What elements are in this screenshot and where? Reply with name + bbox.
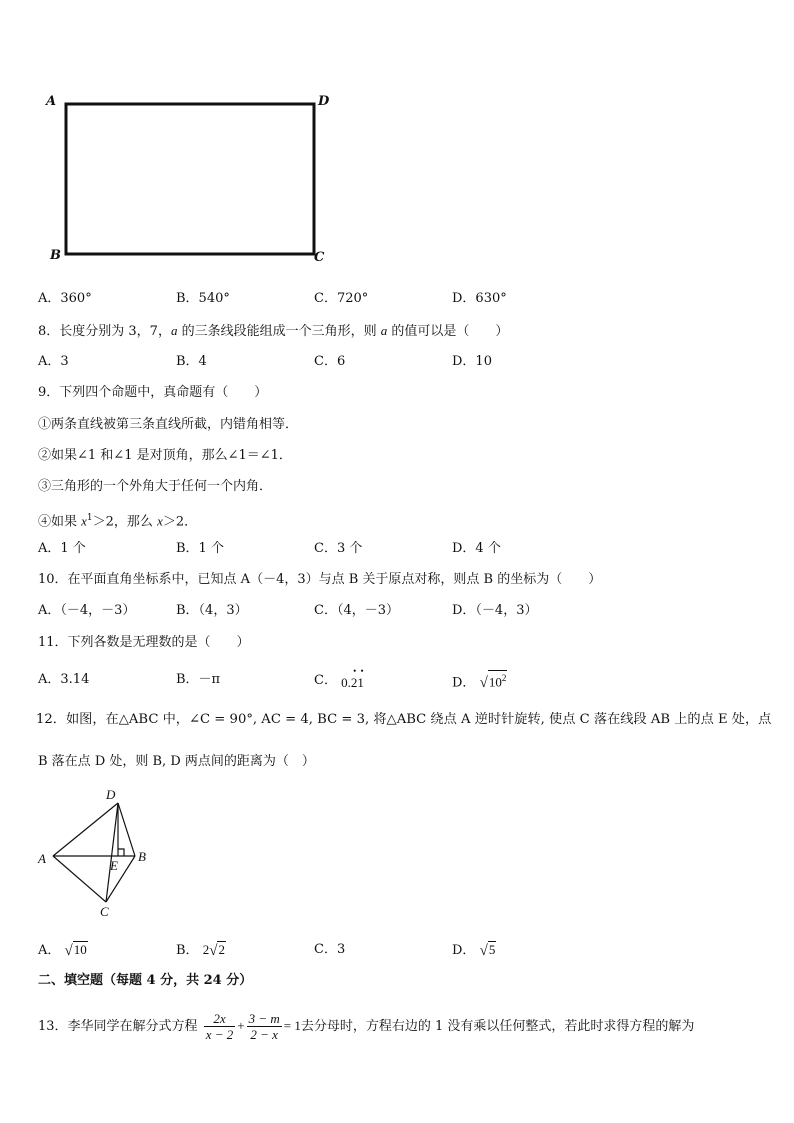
q13-post: 去分母时，方程右边的 1 没有乘以任何整式，若此时求得方程的解为 — [300, 1019, 695, 1034]
q10-option-d[interactable]: D．（－4，3） — [452, 603, 538, 618]
q12-option-b-coef: 2 — [202, 942, 210, 957]
q10-option-a[interactable]: A．（－4，－3） — [38, 603, 136, 618]
q10-stem: 10．在平面直角坐标系中，已知点 A（－4，3）与点 B 关于原点对称，则点 B 的坐标为（ ） — [38, 572, 602, 587]
q12-label-c: C — [100, 904, 109, 919]
rect-label-a: A — [46, 94, 57, 109]
q12-label-a: A — [38, 851, 46, 866]
rect-label-d: D — [318, 94, 330, 109]
q12-label-e: E — [110, 858, 118, 873]
q11-repeating-dots: • • — [353, 666, 365, 676]
q12-option-b-radicand: 2 — [218, 942, 225, 957]
q13-equals: = 1 — [283, 1018, 301, 1033]
q10-option-b[interactable]: B．（4，3） — [176, 603, 248, 618]
q8-option-b[interactable]: B．4 — [176, 354, 207, 369]
q12-option-d[interactable] — [452, 941, 496, 959]
q12-option-d-label: D． — [452, 943, 476, 958]
q11-option-b[interactable]: B．－π — [176, 672, 221, 687]
q12-stem-line2: B 落在点 D 处，则 B, D 两点间的距离为（ ） — [38, 754, 315, 769]
q8-stem-mid: 的三条线段能组成一个三角形，则 — [177, 324, 381, 339]
q13-fraction-1 — [204, 1011, 236, 1042]
q13-stem — [38, 1006, 694, 1046]
q8-stem-pre: 8．长度分别为 3，7， — [38, 324, 171, 339]
q13-f1-num: 2x — [204, 1011, 236, 1027]
q12-option-b-sqrt — [209, 941, 226, 959]
q11-option-c[interactable] — [314, 666, 365, 690]
q8-var-a2: a — [380, 323, 388, 338]
q12-option-b-label: B． — [176, 943, 199, 958]
q7-option-d[interactable]: D．630° — [452, 291, 507, 306]
rect-label-b: B — [50, 248, 61, 263]
q9-s4-pre: ④如果 — [38, 514, 82, 530]
sqrt-icon: √ — [64, 943, 73, 959]
q11-stem: 11．下列各数是无理数的是（ ） — [38, 635, 250, 650]
q11-option-c-label: C． — [314, 673, 337, 688]
q8-option-d[interactable]: D．10 — [452, 354, 492, 369]
q13-f2-den: 2 − x — [250, 1027, 278, 1042]
q9-stem: 9．下列四个命题中，真命题有（ ） — [38, 385, 268, 400]
q13-pre: 13．李华同学在解分式方程 — [38, 1019, 198, 1034]
q12-stem-line1: 12．如图，在△ABC 中，∠C = 90°, AC = 4, BC = 3, 将△ABC 绕点 A 逆时针旋转, 使点 C 落在线段 AB 上的点 E 处，点 — [36, 712, 772, 727]
q12-figure — [34, 785, 164, 920]
q13-f1-den: x − 2 — [205, 1027, 234, 1042]
q8-option-a[interactable]: A．3 — [38, 354, 69, 369]
q11-option-d-label: D． — [452, 675, 476, 691]
q12-option-a-label: A． — [38, 943, 61, 958]
q13-fraction-2 — [247, 1011, 282, 1042]
q10-option-c[interactable]: C．（4，－3） — [314, 603, 399, 618]
q9-s4-x: x — [81, 513, 87, 529]
sqrt-icon: √ — [479, 943, 488, 959]
q8-option-c[interactable]: C．6 — [314, 354, 346, 369]
q9-statement-3: ③三角形的一个外角大于任何一个内角． — [38, 479, 273, 494]
q8-stem — [38, 323, 508, 340]
q12-option-d-radicand: 5 — [488, 942, 496, 957]
q9-s4-mid: ＞2，那么 — [92, 514, 158, 530]
q9-statement-2: ②如果∠1 和∠1 是对顶角，那么∠1＝∠1． — [38, 448, 292, 463]
q7-option-b[interactable]: B．540° — [176, 291, 230, 306]
q11-sqrt-expression — [480, 670, 508, 691]
q11-option-a[interactable]: A．3.14 — [38, 672, 90, 687]
q12-option-a-radicand: 10 — [73, 942, 87, 957]
q12-option-b[interactable] — [176, 941, 226, 959]
q11-option-d[interactable] — [452, 670, 507, 691]
q12-option-c[interactable]: C．3 — [314, 942, 346, 957]
q9-s4-exp: 1 — [86, 513, 93, 523]
q7-option-c[interactable]: C．720° — [314, 291, 369, 306]
q13-f2-num: 3 − m — [248, 1011, 280, 1026]
section-2-title: 二、填空题（每题 4 分，共 24 分） — [38, 973, 253, 988]
q11-option-c-value: 0.21 — [341, 675, 364, 690]
rect-label-c: C — [314, 250, 325, 265]
sqrt-icon: √ — [209, 943, 218, 959]
rectangle-svg — [40, 90, 340, 270]
q12-option-a-sqrt — [65, 941, 88, 959]
q9-option-c[interactable]: C．3 个 — [314, 541, 363, 556]
q9-option-b[interactable]: B．1 个 — [176, 541, 224, 556]
q13-plus: + — [237, 1018, 245, 1033]
rectangle-figure — [40, 90, 340, 270]
q8-var-a: a — [170, 323, 178, 338]
q12-option-a[interactable] — [38, 941, 88, 959]
q12-label-b: B — [138, 849, 146, 864]
q11-exponent: 2 — [501, 673, 507, 683]
q9-option-d[interactable]: D．4 个 — [452, 541, 501, 556]
q9-s4-x2: x — [157, 513, 163, 529]
sqrt-icon: √ — [479, 675, 488, 692]
q9-option-a[interactable]: A．1 个 — [38, 541, 86, 556]
q8-stem-post: 的值可以是（ ） — [387, 324, 509, 339]
q9-statement-4 — [38, 510, 197, 530]
q9-s4-post: ＞2． — [162, 514, 198, 530]
q9-statement-1: ①两条直线被第三条直线所截，内错角相等． — [38, 417, 299, 432]
q7-option-a[interactable]: A．360° — [38, 291, 92, 306]
q12-option-d-sqrt — [480, 941, 497, 959]
q11-radicand: 10 — [488, 674, 502, 690]
q12-label-d: D — [106, 787, 116, 802]
